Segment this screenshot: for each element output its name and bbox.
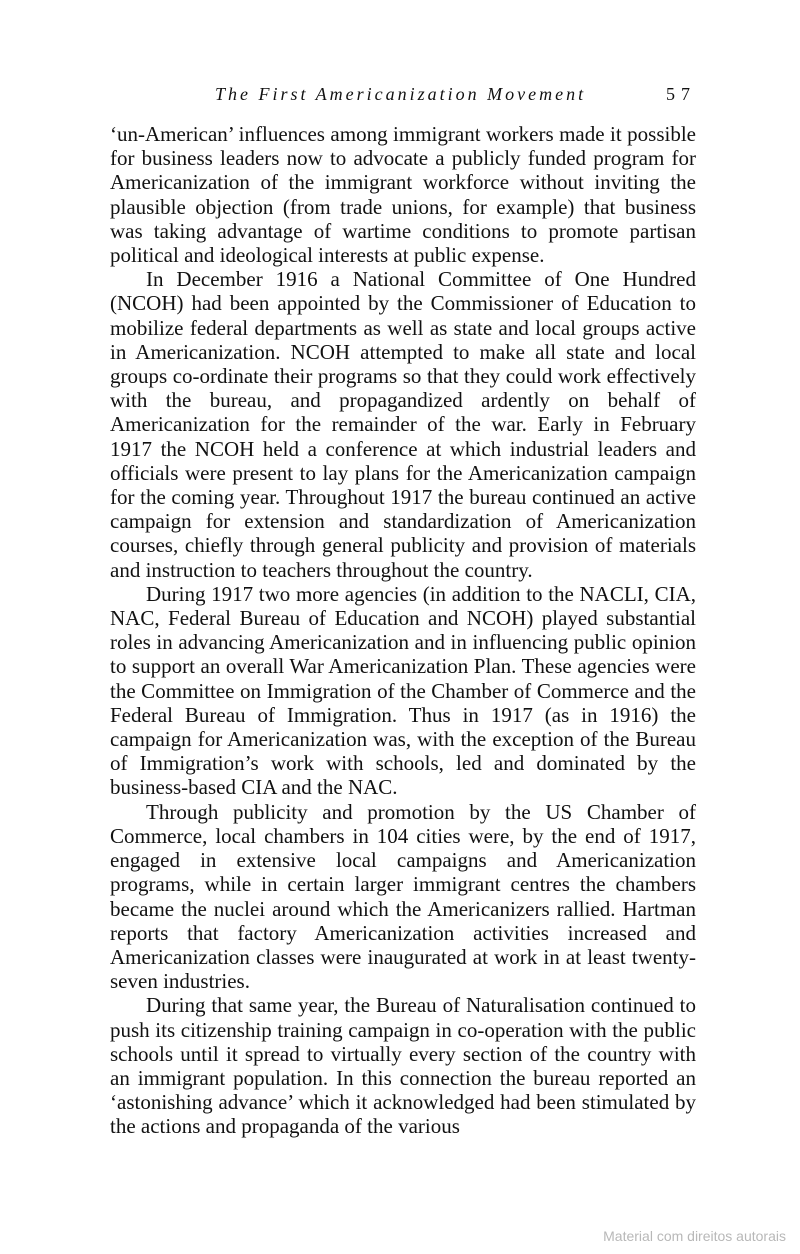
copyright-watermark: Material com direitos autorais	[603, 1228, 786, 1244]
running-title: The First Americanization Movement	[215, 84, 587, 104]
paragraph: During 1917 two more agencies (in addition to the NACLI, CIA, NAC, Federal Bureau of Education and NCOH) played substantial roles in advancing Americanization and in influencing public opinion to support an overall War Americanization Plan. These agencies were the Committee on Immigration of the Chamber of Commerce and the Federal Bureau of Immigration. Thus in 1917 (as in 1916) the campaign for Americanization was, with the exception of the Bureau of Immigration’s work with schools, led and dominated by the business-based CIA and the NAC.	[110, 581, 696, 800]
body-text	[110, 122, 696, 1139]
running-header	[110, 84, 696, 114]
paragraph: During that same year, the Bureau of Naturalisation continued to push its citizenship training campaign in co-operation with the public schools until it spread to virtually every section of the country with an immigrant population. In this connection the bureau reported an ‘astonishing advance’ which it acknowledged had been stimulated by the actions and propaganda of the various	[110, 993, 696, 1139]
page-number: 57	[666, 84, 696, 104]
paragraph: ‘un-American’ influences among immigrant workers made it possible for business leaders now to advocate a publicly funded program for Americanization of the immigrant workforce without inviting the plausible objection (from trade unions, for example) that business was taking advantage of wartime conditions to promote partisan political and ideological interests at public expense.	[110, 122, 696, 268]
paragraph: Through publicity and promotion by the US Chamber of Commerce, local chambers in 104 cities were, by the end of 1917, engaged in extensive local campaigns and Americanization programs, while in certain larger immigrant centres the chambers became the nuclei around which the Americanizers rallied. Hartman reports that factory Americanization activities increased and Americanization classes were inaugurated at work in at least twenty-seven industries.	[110, 799, 696, 994]
paragraph: In December 1916 a National Committee of One Hundred (NCOH) had been appointed by the Commissioner of Education to mobilize federal departments as well as state and local groups active in Americanization. NCOH attempted to make all state and local groups co-ordinate their programs so that they could work effectively with the bureau, and propagandized ardently on behalf of Americanization for the remainder of the war. Early in February 1917 the NCOH held a conference at which industrial leaders and officials were present to lay plans for the Americanization campaign for the coming year. Throughout 1917 the bureau continued an active campaign for extension and standardization of Americanization courses, chiefly through general publicity and provision of materials and instruction to teachers throughout the country.	[110, 267, 696, 582]
